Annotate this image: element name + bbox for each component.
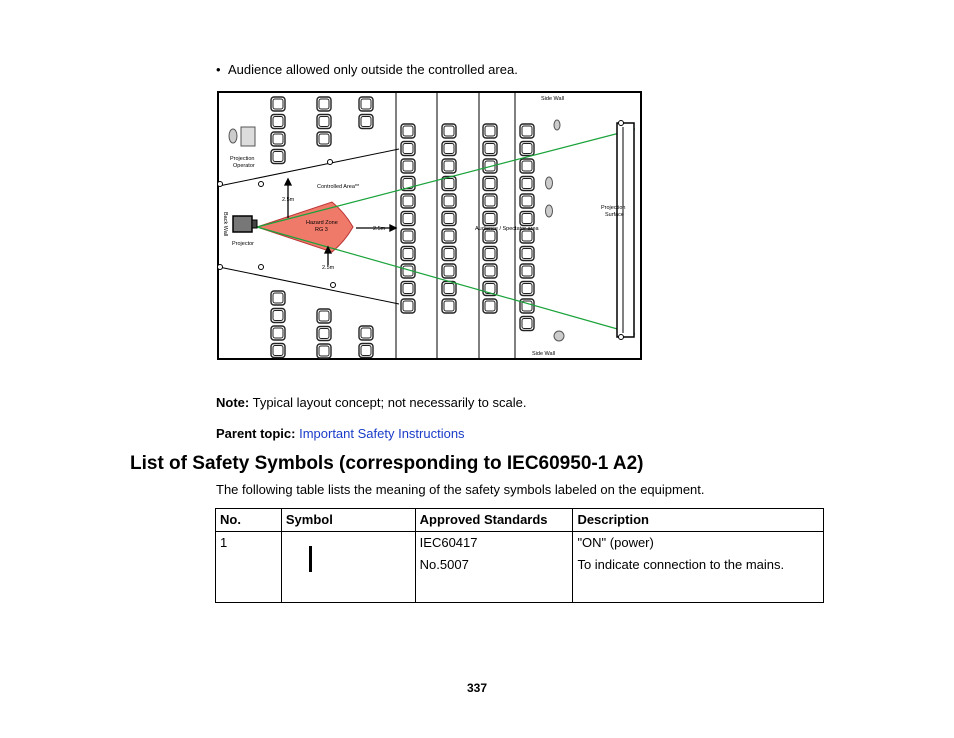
table-row: [216, 532, 824, 603]
seat-icon: [520, 264, 534, 278]
seat-icon: [520, 177, 534, 191]
seat-icon: [520, 194, 534, 208]
seat-icon: [401, 124, 415, 138]
seat-icon: [359, 326, 373, 340]
seat-icon: [401, 282, 415, 296]
seat-icon: [442, 212, 456, 226]
seat-icon: [483, 177, 497, 191]
table-header-row: [216, 509, 824, 532]
column-header: Approved Standards: [415, 509, 573, 532]
seat-icon: [317, 309, 331, 323]
column-header: No.: [216, 509, 282, 532]
seat-icon: [401, 142, 415, 156]
projection-surface-label: Projection: [601, 205, 626, 211]
distance-label: 2.5m: [322, 265, 335, 271]
seat-icon: [271, 115, 285, 129]
seat-icon: [359, 115, 373, 129]
description-line: "ON" (power): [577, 535, 654, 550]
bullet-marker: •: [216, 62, 221, 77]
note-label: Note:: [216, 395, 250, 410]
cell-description: [573, 532, 824, 603]
seat-icon: [483, 264, 497, 278]
projection-surface-label: Surface: [605, 212, 624, 218]
distance-label: 2.5m: [282, 197, 295, 203]
section-intro: The following table lists the meaning of the safety symbols labeled on the equipment.: [216, 482, 705, 497]
seat-icon: [520, 142, 534, 156]
operator-desk-icon: [241, 127, 255, 146]
seat-icon: [483, 194, 497, 208]
seat-icon: [317, 327, 331, 341]
seat-icon: [483, 212, 497, 226]
seat-icon: [520, 212, 534, 226]
seat-icon: [520, 317, 534, 331]
section-title: List of Safety Symbols (corresponding to IEC60950-1 A2): [130, 453, 644, 474]
description-line: To indicate connection to the mains.: [577, 557, 785, 572]
seat-icon: [442, 247, 456, 261]
distance-label: 2.5m: [373, 226, 386, 232]
seat-icon: [401, 194, 415, 208]
seat-icon: [442, 299, 456, 313]
seat-icon: [520, 299, 534, 313]
seat-icon: [483, 299, 497, 313]
seat-icon: [401, 159, 415, 173]
projector-label: Projector: [232, 241, 255, 247]
note-text: Typical layout concept; not necessarily to scale.: [249, 395, 527, 410]
seat-icon: [317, 115, 331, 129]
seat-icon: [317, 97, 331, 111]
person-icon: [554, 331, 564, 341]
seat-icon: [271, 326, 285, 340]
seat-icon: [483, 124, 497, 138]
safety-symbols-table: [215, 508, 824, 603]
bullet-text: Audience allowed only outside the controlled area.: [228, 62, 518, 77]
parent-topic-label: Parent topic:: [216, 426, 296, 441]
projection-layout-diagram: [217, 91, 642, 360]
seat-icon: [483, 142, 497, 156]
seat-icon: [317, 132, 331, 146]
projection-operator-label: Operator: [233, 163, 255, 169]
standard-line: No.5007: [419, 557, 469, 572]
seat-icon: [271, 132, 285, 146]
operator-icon: [229, 129, 237, 143]
seat-icon: [442, 229, 456, 243]
hazard-zone-label: Hazard Zone: [306, 220, 338, 226]
hazard-zone-label: RG 3: [315, 227, 328, 233]
seat-icon: [520, 282, 534, 296]
projection-surface: [617, 123, 634, 337]
seat-icon: [401, 247, 415, 261]
power-on-symbol-icon: [309, 546, 312, 572]
audience-area-label: Audience / Spectator area: [475, 226, 539, 232]
controlled-area-label: Controlled Area**: [317, 184, 360, 190]
person-icon: [546, 205, 553, 217]
parent-topic: [216, 426, 465, 441]
column-header: Description: [573, 509, 824, 532]
person-icon: [546, 177, 553, 189]
seat-icon: [271, 344, 285, 358]
seat-icon: [359, 97, 373, 111]
seat-icon: [317, 344, 331, 358]
cell-symbol: [281, 532, 415, 603]
projector-icon: [233, 216, 252, 232]
note: [216, 395, 526, 410]
person-icon: [554, 120, 560, 130]
cell-standard: [415, 532, 573, 603]
seat-icon: [401, 299, 415, 313]
parent-topic-link[interactable]: Important Safety Instructions: [299, 426, 465, 441]
seat-icon: [442, 142, 456, 156]
seat-icon: [442, 264, 456, 278]
seat-icon: [442, 282, 456, 296]
seat-icon: [520, 247, 534, 261]
seat-icon: [442, 159, 456, 173]
bullet-item: [216, 62, 518, 77]
seat-icon: [271, 150, 285, 164]
seat-icon: [271, 309, 285, 323]
seat-icon: [442, 124, 456, 138]
projection-operator-label: Projection: [230, 156, 255, 162]
side-wall-label: Side Wall: [541, 96, 565, 102]
side-wall-label: Side Wall: [532, 351, 556, 357]
seat-icon: [359, 344, 373, 358]
seat-icon: [442, 194, 456, 208]
seat-icon: [520, 124, 534, 138]
column-header: Symbol: [281, 509, 415, 532]
seat-icon: [271, 291, 285, 305]
back-wall-label: Back Wall: [222, 212, 228, 237]
seat-icon: [271, 97, 285, 111]
seat-icon: [401, 212, 415, 226]
seat-icon: [520, 159, 534, 173]
page-number: 337: [466, 681, 488, 695]
seat-icon: [401, 229, 415, 243]
seat-icon: [483, 247, 497, 261]
cell-no: 1: [216, 532, 282, 603]
standard-line: IEC60417: [419, 535, 478, 550]
